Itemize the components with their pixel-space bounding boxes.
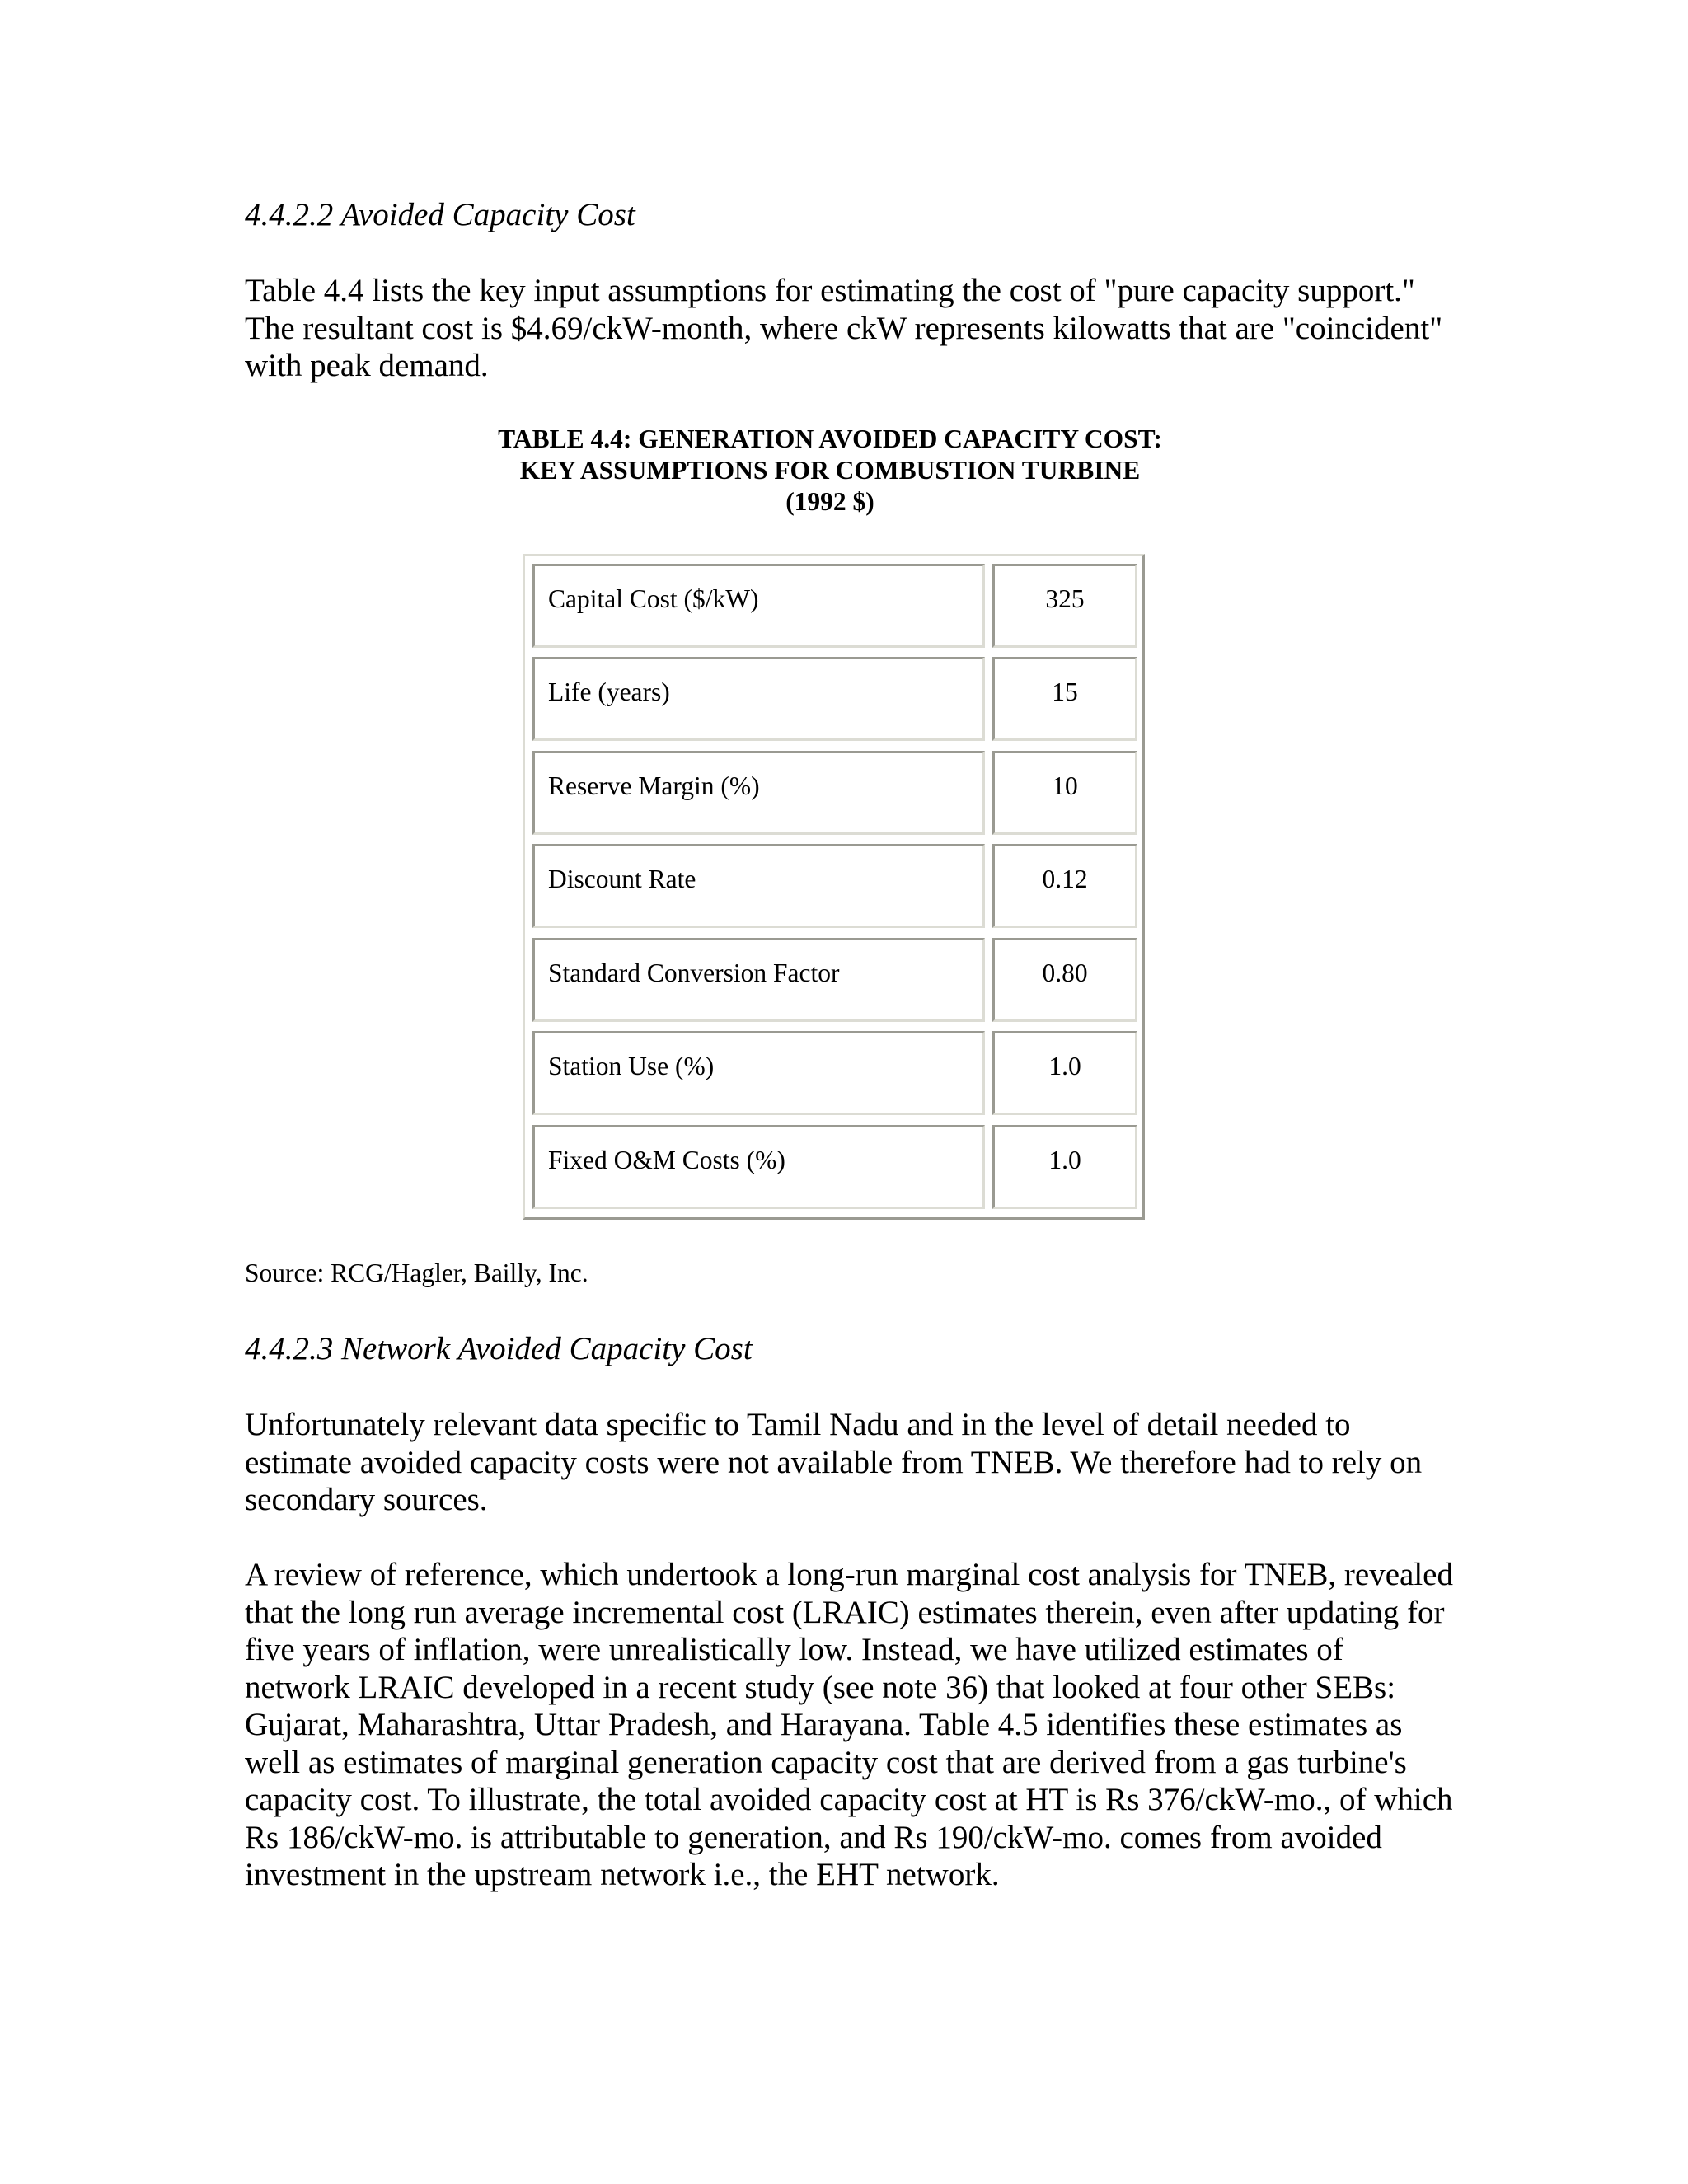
section-heading-network-avoided-capacity-cost: 4.4.2.3 Network Avoided Capacity Cost	[245, 1331, 753, 1366]
table-title	[245, 424, 1415, 518]
table-cell-value: 15	[992, 657, 1137, 741]
table-cell-value: 0.80	[992, 938, 1137, 1022]
table-cell-label: Discount Rate	[532, 844, 985, 928]
table-source-note: Source: RCG/Hagler, Bailly, Inc.	[245, 1258, 588, 1287]
paragraph-network-lraic-review: A review of reference, which undertook a long-run marginal cost analysis for TNEB, revealed that the long run average incremental cost (LRAIC) estimates therein, even after updating for five years of inflation, were unrealistically low. Instead, we have utilized estimates of network LRAIC developed in a recent study (see note 36) that looked at four other SEBs: Gujarat, Maharashtra, Uttar Pradesh, and Harayana. Table 4.5 identifies these estimates as well as estimates of marginal generation capacity cost that are derived from a gas turbine's capacity cost. To illustrate, the total avoided capacity cost at HT is Rs 376/ckW-mo., of which Rs 186/ckW-mo. is attributable to generation, and Rs 190/ckW-mo. comes from avoided investment in the upstream network i.e., the EHT network.	[245, 1557, 1453, 1892]
table-cell-label: Capital Cost ($/kW)	[532, 564, 985, 648]
table-cell-value: 1.0	[992, 1125, 1137, 1209]
paragraph-avoided-capacity-intro: Table 4.4 lists the key input assumptions for estimating the cost of "pure capacity support." The resultant cost is $4.69/ckW-month, where ckW represents kilowatts that are "coincident" with peak demand.	[245, 273, 1443, 383]
table-cell-label: Life (years)	[532, 657, 985, 741]
table-cell-value: 10	[992, 751, 1137, 835]
table-cell-label: Reserve Margin (%)	[532, 751, 985, 835]
table-cell-label: Fixed O&M Costs (%)	[532, 1125, 985, 1209]
table-cell-value: 325	[992, 564, 1137, 648]
table-title-line-2: KEY ASSUMPTIONS FOR COMBUSTION TURBINE	[519, 456, 1141, 485]
table-cell-value: 1.0	[992, 1031, 1137, 1115]
table-cell-label: Standard Conversion Factor	[532, 938, 985, 1022]
table-title-line-1: TABLE 4.4: GENERATION AVOIDED CAPACITY COST:	[498, 424, 1162, 453]
paragraph-network-data-availability: Unfortunately relevant data specific to Tamil Nadu and in the level of detail needed to estimate avoided capacity costs were not available from TNEB. We therefore had to rely on secondary sources.	[245, 1407, 1423, 1517]
table-cell-label: Station Use (%)	[532, 1031, 985, 1115]
assumptions-table	[523, 554, 1145, 1220]
table-cell-value: 0.12	[992, 844, 1137, 928]
section-heading-avoided-capacity-cost: 4.4.2.2 Avoided Capacity Cost	[245, 197, 635, 232]
table-title-line-3: (1992 $)	[785, 487, 874, 516]
